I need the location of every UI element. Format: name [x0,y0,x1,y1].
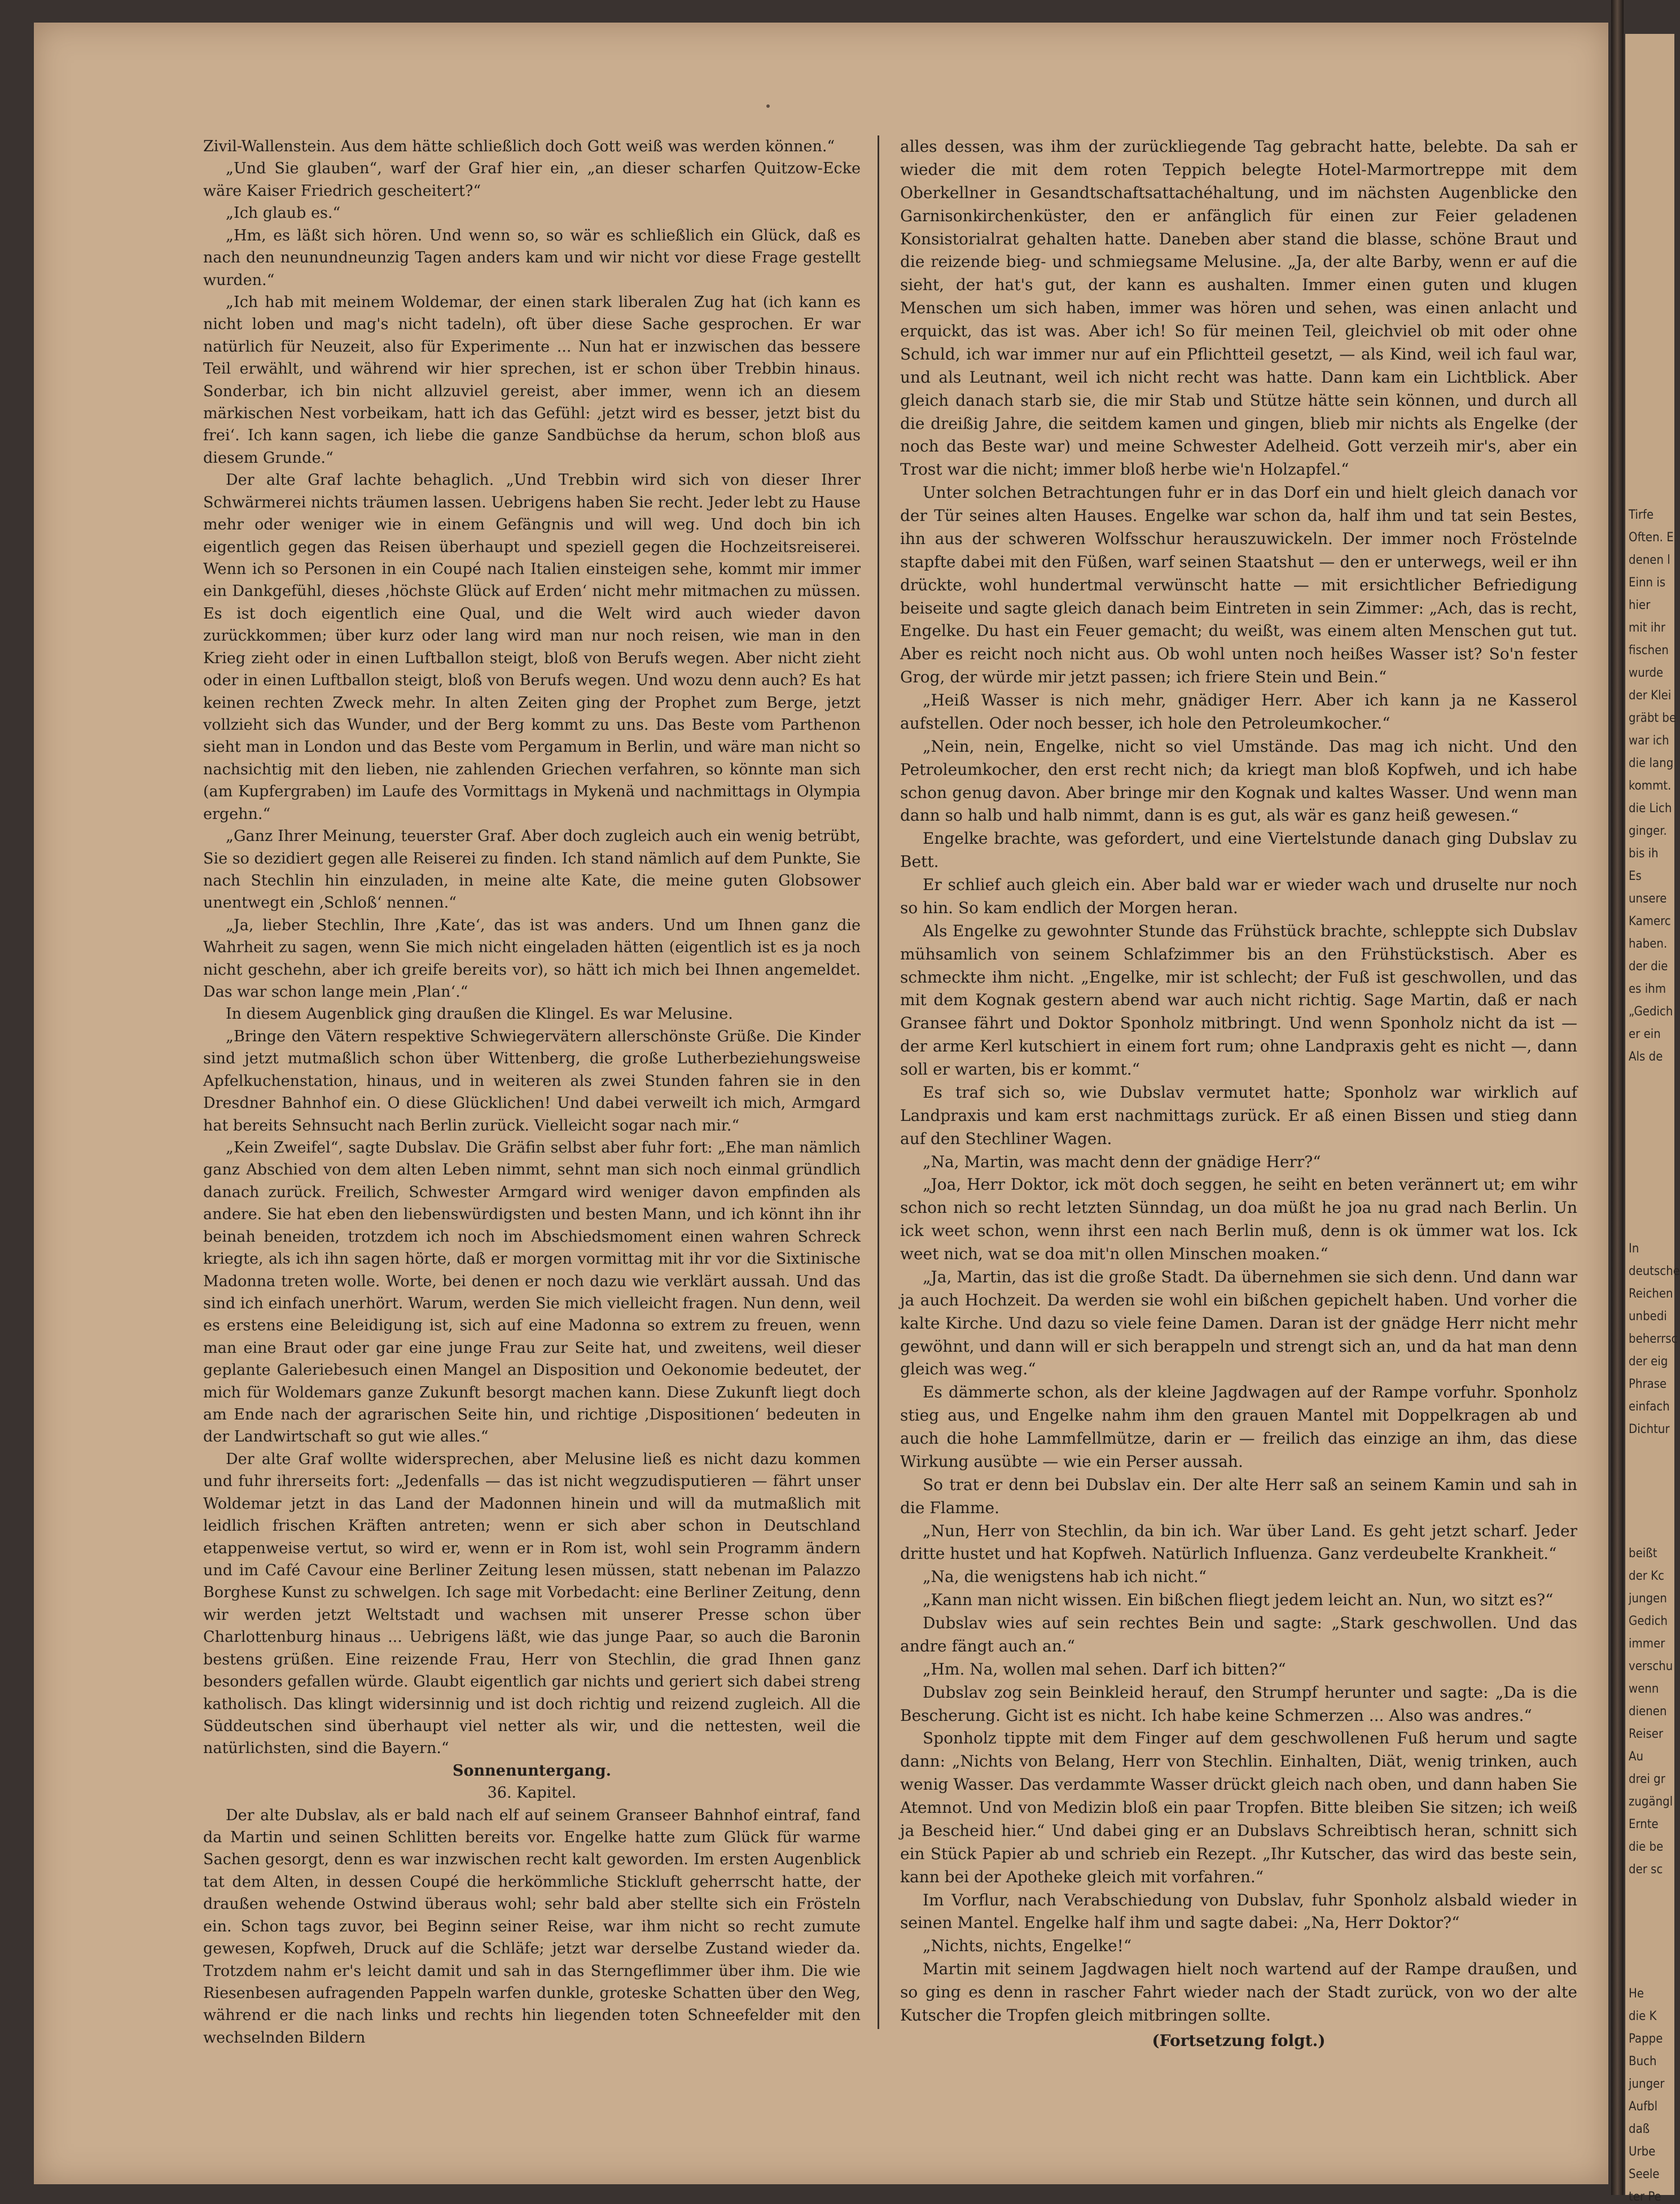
adjacent-page-fragment: He [1629,1987,1644,2001]
adjacent-page-fragment: beißt [1629,1546,1657,1561]
paragraph: Engelke brachte, was gefordert, und eine Viertelstunde danach ging Dubslav zu Bett. [900,829,1577,871]
continued-note: (Fortsetzung folgt.) [1152,2031,1326,2050]
paragraph: „Kann man nicht wissen. Ein bißchen fliegt jedem leicht an. Nun, wo sitzt es?“ [923,1590,1554,1610]
adjacent-page-fragment: unbedi [1629,1309,1667,1324]
adjacent-page-fragment: die Lich [1629,801,1672,816]
adjacent-page-fragment: Urbe [1629,2145,1656,2159]
paragraph: Der alte Graf lachte behaglich. „Und Trebbin wird sich von dieser Ihrer Schwärmerei nichts träumen lassen. Uebrigens haben Sie recht. Jeder lebt zu Hause mehr oder weniger wie in einem Gefängnis und will weg. Und doch bin ich eigentlich gegen das Reisen überhaupt und speziell gegen die Hochzeitsreiserei. Wenn ich so Personen in ein Coupé nach Italien einsteigen sehe, kommt mir immer ein Dankgefühl, dieses ‚höchste Glück auf Erden‘ nicht mehr mitmachen zu müssen. Es ist doch eigentlich eine Qual, und die Welt wird auch wieder davon zurückkommen; über kurz oder lang wird man nur noch reisen, wie man in den Krieg zieht oder in einen Luftballon steigt, bloß von Berufs wegen. Aber nicht zieht oder in einen Luftballon steigt, bloß von Berufs wegen. Und wozu denn auch? Es hat keinen rechten Zweck mehr. In alten Zeiten ging der Prophet zum Berge, jetzt vollzieht sich das Wunder, und der Berg kommt zu uns. Das Beste vom Parthenon sieht man in London und das Beste vom Pergamum in Berlin, und wäre man nicht so nachsichtig mit den lieben, nie zahlenden Griechen verfahren, so könnte man sich (am Kupfergraben) im Laufe des Vormittags in Mykenä und nachmittags in Olympia ergehn.“ [203,471,861,823]
paragraph: „Ja, lieber Stechlin, Ihre ‚Kate‘, das ist was anders. Und um Ihnen ganz die Wahrheit zu sagen, wenn Sie mich nicht eingeladen hätten (eigentlich ist es ja noch nicht geschehn, aber ich greife bereits vor), so hätt ich mich bei Ihnen angemeldet. Das war schon lange mein ‚Plan‘.“ [203,916,861,1001]
paragraph: „Bringe den Vätern respektive Schwiegervätern allerschönste Grüße. Die Kinder sind jetzt mutmaßlich schon über Wittenberg, die große Lutherbeziehungsweise Apfelkuchenstation, hinaus, und in weiteren als zwei Stunden fahren sie in den Dresdner Bahnhof ein. O diese Glücklichen! Und dabei verweilt ich mich, Armgard hat bereits Sehnsucht nach Berlin zurück. Vielleicht sogar nach mir.“ [203,1027,861,1134]
adjacent-page-fragment: Often. E [1629,531,1674,545]
adjacent-page-fragment: deutsche [1629,1264,1680,1278]
paragraph: Es dämmerte schon, als der kleine Jagdwagen auf der Rampe vorfuhr. Sponholz stieg aus, und Engelke nahm ihm den grauen Mantel mit Doppelkragen ab und auch die hohe Lammfellmütze, darin er — freilich das einzige an ihm, das diese Wirkung ausübte — wie ein Perser aussah. [900,1383,1577,1471]
left-column [203,135,861,2049]
adjacent-page-fragment: Phrase [1629,1377,1667,1391]
adjacent-page-fragment: hier [1629,598,1651,612]
paragraph: „Hm. Na, wollen mal sehen. Darf ich bitten?“ [923,1659,1286,1679]
adjacent-page-fragment: denen l [1629,553,1670,567]
adjacent-page-fragment: verschu [1629,1659,1673,1673]
paragraph: „Joa, Herr Doktor, ick möt doch seggen, he seiht en beten verännert ut; em wihr schon nich so recht letzten Sünndag, un doa müßt he joa nu grad nach Berlin. Un ick weet schon, wenn ihrst een nach Berlin muß, denn is ok ümmer wat los. Ick weet nich, wat se doa mit'n ollen Minschen moaken.“ [900,1175,1577,1263]
adjacent-page-fragment: der Kc [1629,1569,1665,1583]
column-divider [878,135,879,2029]
paragraph: „Ich glaub es.“ [226,204,341,222]
adjacent-page-fragment: es ihm [1629,982,1666,996]
paragraph: So trat er denn bei Dubslav ein. Der alte Herr saß an seinem Kamin und sah in die Flamme. [900,1475,1577,1517]
page-speck [766,104,770,108]
adjacent-page-fragment: Seele [1629,2167,1660,2181]
paragraph: Dubslav wies auf sein rechtes Bein und sagte: „Stark geschwollen. Und das andre fängt auch an.“ [900,1614,1577,1655]
adjacent-page-fragment: die lang [1629,756,1674,770]
adjacent-page-fragment: Als de [1629,1050,1663,1064]
paragraph: Der alte Graf wollte widersprechen, aber Melusine ließ es nicht dazu kommen und fuhr ihrerseits fort: „Jedenfalls — das ist nicht wegzudisputieren — fährt unser Woldemar jetzt in das Land der Madonnen hinein und will da mutmaßlich mit leidlich frischen Kräften antreten; wenn er sich aber schon in Deutschland etappenweise vertut, so wird er, wenn er in Rom ist, wohl sein Programm ändern und im Café Cavour eine Berliner Zeitung lesen müssen, statt nebenan im Palazzo Borghese Kunst zu schwelgen. Ich sage mit Vorbedacht: eine Berliner Zeitung, denn wir werden jetzt Weltstadt und wachsen mit unserer Presse schon über Charlottenburg hinaus ... Uebrigens läßt, wie das junge Paar, so auch die Baronin bestens grüßen. Eine reizende Frau, Herr von Stechlin, die grad Ihnen ganz besonders gefallen würde. Glaubt eigentlich gar nichts und geriert sich dabei streng katholisch. Das klingt widersinnig und ist doch richtig und reizend zugleich. All die Süddeutschen sind überhaupt viel netter als wir, und die nettesten, weil die natürlichsten, sind die Bayern.“ [203,1450,861,1758]
paragraph: „Hm, es läßt sich hören. Und wenn so, so wär es schließlich ein Glück, daß es nach den neunundneunzig Tagen anders kam und wir nicht vor diese Frage gestellt wurden.“ [203,226,861,289]
paragraph: „Kein Zweifel“, sagte Dubslav. Die Gräfin selbst aber fuhr fort: „Ehe man nämlich ganz Abschied von dem alten Leben nimmt, sehnt man sich noch einmal gründlich danach zurück. Freilich, Schwester Armgard wird weniger davon empfinden als andere. Sie hat eben den liebenswürdigsten und besten Mann, und ich könnt ihn ihr beinah beneiden, trotzdem ich noch im Abschiedsmoment einen wahren Schreck kriegte, als ich ihn sagen hörte, daß er morgen vormittag mit ihr vor die Sixtinische Madonna treten wolle. Worte, bei denen er noch dazu wie verklärt aussah. Und das sind ich einfach unerhört. Warum, werden Sie mich vielleicht fragen. Nun denn, weil es erstens eine Beleidigung ist, sich auf eine Madonna so extrem zu freuen, wenn man eine Braut oder gar eine junge Frau zur Seite hat, und zweitens, weil dieser geplante Galeriebesuch einen Mangel an Disposition und Oekonomie bedeutet, der mich für Woldemars ganze Zukunft besorgt machen kann. Diese Zukunft liegt doch am Ende nach der agrarischen Seite hin, und richtige ‚Dispositionen‘ bedeuten in der Landwirtschaft so gut wie alles.“ [203,1138,861,1446]
adjacent-page-fragment: der die [1629,959,1668,974]
paragraph: Martin mit seinem Jagdwagen hielt noch wartend auf der Rampe draußen, und so ging es denn in rascher Fahrt wieder nach der Stadt zurück, von wo der alte Kutscher die Tropfen gleich mitbringen sollte. [900,1960,1577,2025]
paragraph: Unter solchen Betrachtungen fuhr er in das Dorf ein und hielt gleich danach vor der Tür seines alten Hauses. Engelke war schon da, half ihm und tat sein Bestes, ihn aus der schweren Wolfsschur herauszuwickeln. Der immer noch Fröstelnde stapfte dabei mit den Füßen, warf seinen Staatshut — den er unterwegs, weil er ihn drückte, wohl hundertmal verwünscht hatte — mit ersichtlicher Befriedigung beiseite und sagte gleich danach beim Eintreten in sein Zimmer: „Ach, das is recht, Engelke. Du hast ein Feuer gemacht; du weißt, was einem alten Menschen gut tut. Aber es reicht noch nicht aus. Ob wohl unten noch heißes Wasser ist? So'n fester Grog, der würde mir jetzt passen; ich friere Stein und Bein.“ [900,483,1577,687]
adjacent-page-fragment: die K [1629,2009,1657,2023]
adjacent-page-fragment: wenn [1629,1682,1659,1696]
paragraph: „Ja, Martin, das ist die große Stadt. Da übernehmen sie sich denn. Und dann war ja auch Hochzeit. Da werden sie wohl ein bißchen gepichelt haben. Und vorher die kalte Kirche. Und dazu so viele feine Damen. Daran ist der gnädge Herr nicht mehr gewöhnt, und dann will er sich berappeln und strengt sich an, und da hat man denn gleich was weg.“ [900,1267,1577,1379]
paragraph: Im Vorflur, nach Verabschiedung von Dubslav, fuhr Sponholz alsbald wieder in seinen Mantel. Engelke half ihm und sagte dabei: „Na, Herr Doktor?“ [900,1890,1577,1933]
adjacent-page-fragment: beherrsc [1629,1332,1678,1346]
adjacent-page-fragment: Buch [1629,2054,1657,2069]
adjacent-page-fragment: Gedich [1629,1614,1668,1628]
adjacent-page-fragment: junger [1629,2077,1665,2091]
adjacent-page-fragment: der sc [1629,1863,1663,1877]
adjacent-page-fragment: In [1629,1242,1639,1256]
paragraph: Er schlief auch gleich ein. Aber bald war er wieder wach und druselte nur noch so hin. So kam endlich der Morgen heran. [900,875,1577,917]
paragraph: „Nun, Herr von Stechlin, da bin ich. War über Land. Es geht jetzt scharf. Jeder dritte hustet und hat Kopfweh. Natürlich Influenza. Ganz verdeubelte Krankheit.“ [900,1521,1577,1563]
paragraph: „Nichts, nichts, Engelke!“ [923,1936,1132,1956]
paragraph: Sponholz tippte mit dem Finger auf dem geschwollenen Fuß herum und sagte dann: „Nichts von Belang, Herr von Stechlin. Einhalten, Diät, wenig trinken, auch wenig Wasser. Das verdammte Wasser drückt gleich nach oben, und dann haben Sie Atemnot. Und von Medizin bloß ein paar Tropfen. Bitte bleiben Sie sitzen; ich weiß ja Bescheid hier.“ Und dabei ging er an Dubslavs Schreibtisch heran, schnitt sich ein Stück Papier ab und schrieb ein Rezept. „Ihr Kutscher, das wird das beste sein, kann bei der Apotheke gleich mit vorfahren.“ [900,1729,1577,1886]
adjacent-page-fragment: unsere [1629,892,1667,906]
adjacent-page-fragment: der eig [1629,1355,1668,1369]
adjacent-page-fragment: ter Pe [1629,2190,1661,2204]
adjacent-page-fragment: kommt. [1629,779,1672,793]
adjacent-page-fragment: der Klei [1629,689,1672,703]
paragraph: „Nein, nein, Engelke, nicht so viel Umstände. Das mag ich nicht. Und den Petroleumkocher, den erst recht nich; da kriegt man bloß Kopfweh, und ich habe schon genug davon. Aber bringe mir den Kognak und kaltes Wasser. Und wenn man dann so halb und halb nimmt, dann is es gut, als wär es ganz heiß gewesen.“ [900,737,1577,825]
paragraph: „Ich hab mit meinem Woldemar, der einen stark liberalen Zug hat (ich kann es nicht loben und mag's nicht tadeln), oft über diese Sache gesprochen. Er war natürlich für Neuzeit, also für Experimente ... Nun hat er inzwischen das bessere Teil erwählt, und während wir hier sprechen, ist er schon über Trebbin hinaus. Sonderbar, ich bin nicht allzuviel gereist, aber immer, wenn ich an diesem märkischen Nest vorbeikam, hatt ich das Gefühl: ‚jetzt wird es besser, jetzt bist du frei‘. Ich kann sagen, ich liebe die ganze Sandbüchse da herum, schon bloß aus diesem Grunde.“ [203,293,861,467]
adjacent-page-fragment: mit ihr [1629,621,1666,635]
adjacent-page-fragment: war ich [1629,734,1669,748]
adjacent-page-fragment: Pappe [1629,2032,1663,2046]
adjacent-page-fragment: Tirfe [1629,508,1654,522]
adjacent-page-fragment: fischen [1629,643,1669,658]
right-column [900,135,1577,2053]
adjacent-page-fragment: drei gr [1629,1772,1665,1786]
paragraph: „Heiß Wasser is nich mehr, gnädiger Herr. Aber ich kann ja ne Kasserol aufstellen. Oder noch besser, ich hole den Petroleumkocher.“ [900,691,1577,733]
adjacent-page-fragment: zugängl [1629,1795,1673,1809]
chapter-number: 36. Kapitel. [487,1784,577,1802]
chapter-paragraphs [203,1804,861,2049]
adjacent-page-fragment: gräbt be [1629,711,1677,725]
adjacent-page-fragment: er ein [1629,1027,1661,1041]
adjacent-page-fragment: Kamerc [1629,914,1671,928]
paragraph: Der alte Dubslav, als er bald nach elf auf seinem Granseer Bahnhof eintraf, fand da Martin und seinen Schlitten bereits vor. Engelke hatte zum Glück für warme Sachen gesorgt, denn es war inzwischen recht kalt geworden. Im ersten Augenblick tat dem Alten, in dessen Coupé die herkömmliche Stickluft geherrscht hatte, der draußen wehende Ostwind überaus wohl; sehr bald aber stellte sich ein Frösteln ein. Schon tags zuvor, bei Beginn seiner Reise, war ihm nicht so recht zumute gewesen, Kopfweh, Druck auf die Schläfe; jetzt war derselbe Zustand wieder da. Trotzdem nahm er's leicht damit und sah in das Sterngeflimmer über ihm. Die wie Riesenbesen aufragenden Pappeln warfen dunkle, groteske Schatten über den Weg, während er die nach links und rechts hin liegenden toten Schneefelder mit den wechselnden Bildern [203,1806,861,2047]
adjacent-page-fragment: immer [1629,1637,1665,1651]
paragraph: „Na, die wenigstens hab ich nicht.“ [923,1567,1207,1587]
adjacent-page-fragment: einfach [1629,1400,1670,1414]
adjacent-page-fragment: die be [1629,1840,1664,1854]
paragraph: „Und Sie glauben“, warf der Graf hier ein, „an dieser scharfen Quitzow-Ecke wäre Kaiser Friedrich gescheitert?“ [203,160,861,200]
adjacent-page-fragment: daß [1629,2122,1650,2136]
adjacent-page-edge [1625,34,1680,2204]
paragraph: In diesem Augenblick ging draußen die Klingel. Es war Melusine. [226,1005,733,1023]
paragraph: Dubslav zog sein Beinkleid herauf, den Strumpf herunter und sagte: „Da is die Bescherung. Gicht ist es nicht. Ich habe keine Schmerzen ... Also was andres.“ [900,1682,1577,1725]
adjacent-page-fragment: Aufbl [1629,2100,1658,2114]
adjacent-page-fragment: haben. [1629,937,1668,951]
adjacent-page-fragment: ginger. [1629,824,1667,838]
adjacent-page-fragment: Dichtur [1629,1422,1670,1436]
adjacent-page-fragment: jungen [1629,1592,1667,1606]
adjacent-page-fragment: Es [1629,869,1642,883]
paragraph: Als Engelke zu gewohnter Stunde das Frühstück brachte, schleppte sich Dubslav mühsamlich von seinem Schlafzimmer bis an den Frühstückstisch. Aber es schmeckte ihm nicht. „Engelke, mir ist schlecht; der Fuß ist geschwollen, und das mit dem Kognak gestern abend war auch nicht richtig. Sage Martin, daß er nach Gransee fährt und Doktor Sponholz mitbringt. Und wenn Sponholz nicht da ist — der arme Kerl kutschiert in einem fort rum; ohne Landpraxis geht es nicht —, dann soll er warten, bis er kommt.“ [900,921,1577,1079]
adjacent-page-fragment: dienen [1629,1705,1667,1719]
adjacent-page-fragment: wurde [1629,666,1664,680]
section-title: Sonnenuntergang. [453,1762,611,1780]
paragraph: „Ganz Ihrer Meinung, teuerster Graf. Aber doch zugleich auch ein wenig betrübt, Sie so dezidiert gegen alle Reiserei zu finden. Ich stand nämlich auf dem Punkte, Sie nach Stechlin hin einzuladen, in meine alte Kate, die meine guten Globsower unentwegt ein ‚Schloß‘ nennen.“ [203,827,861,912]
adjacent-page-fragment: Ernte [1629,1817,1659,1831]
adjacent-page-fragment: Au [1629,1750,1644,1764]
adjacent-page-fragment: Reichen [1629,1287,1673,1301]
left-paragraphs [203,135,861,1760]
adjacent-page-fragment: Einn is [1629,576,1666,590]
adjacent-page-fragment: Reiser [1629,1727,1664,1741]
adjacent-page-fragment: „Gedich [1629,1005,1673,1019]
paragraph: Es traf sich so, wie Dubslav vermutet hatte; Sponholz war wirklich auf Landpraxis und kam erst nachmittags zurück. Er aß einen Bissen und stieg dann auf den Stechliner Wagen. [900,1083,1577,1148]
paragraph: alles dessen, was ihm der zurückliegende Tag gebracht hatte, belebte. Da sah er wieder die mit dem roten Teppich belegte Hotel-Marmortreppe mit dem Oberkellner in Gesandtschaftsattachéhaltung, und im nächsten Augenblicke den Garnisonkirchenküster, den er anfänglich für einen zur Feier geladenen Konsistorialrat gehalten hatte. Daneben aber stand die blasse, schöne Braut und die reizende bieg- und schmiegsame Melusine. „Ja, der alte Barby, wenn er auf die sieht, der hat's gut, der kann es aushalten. Immer einen guten und klugen Menschen um sich haben, immer was hören und sehen, was einen anlacht und erquickt, das ist was. Aber ich! So für meinen Teil, gleichviel ob mit oder ohne Schuld, ich war immer nur auf ein Pflichtteil gesetzt, — als Kind, weil ich faul war, und als Leutnant, weil ich nicht recht was hatte. Dann kam ein Lichtblick. Aber gleich danach starb sie, die mir Stab und Stütze hätte sein können, und durch all die dreißig Jahre, die seitdem kamen und gingen, blieb mir nichts als Engelke (der noch das Beste war) und meine Schwester Adelheid. Gott verzeih mir's, aber ein Trost war die nicht; immer bloß herbe wie'n Holzapfel.“ [900,137,1577,479]
adjacent-page-fragment: bis ih [1629,847,1659,861]
right-paragraphs [900,135,1577,2027]
book-spine [1611,0,1624,2195]
paragraph: Zivil-Wallenstein. Aus dem hätte schließlich doch Gott weiß was werden können.“ [203,138,835,155]
paragraph: „Na, Martin, was macht denn der gnädige Herr?“ [923,1152,1321,1171]
